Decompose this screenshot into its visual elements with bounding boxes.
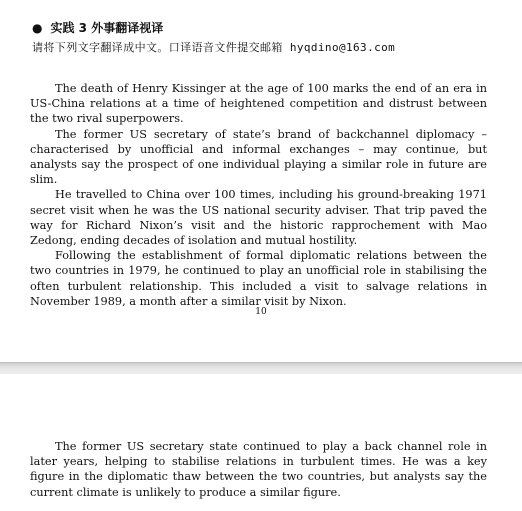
paragraph: The death of Henry Kissinger at the age of 100 marks the end of an era in US-China relations at a time of heightened competition and distrust between the two rival superpowers.	[30, 82, 487, 126]
section-title: 实践 3 外事翻译视译	[50, 21, 164, 35]
bullet-icon: ●	[32, 21, 43, 35]
section-heading	[32, 20, 163, 36]
paragraph: The former US secretary state continued to play a back channel role in later years, helping to stabilise relations in turbulent times. He was a key figure in the diplomatic thaw between the two countries, but analysts say the current climate is unlikely to produce a similar figure.	[30, 440, 487, 499]
page-10-body	[30, 81, 487, 309]
page-number: 10	[255, 307, 267, 317]
paragraph: He travelled to China over 100 times, including his ground-breaking 1971 secret visit when he was the US national security adviser. That trip paved the way for Richard Nixon’s visit and the historic rapprochement with Mao Zedong, ending decades of isolation and mutual hostility.	[30, 188, 487, 248]
paragraph: Following the establishment of formal diplomatic relations between the two countries in 1979, he continued to play an unofficial role in stabilising the often turbulent relationship. This included a visit to salvage relations in November 1989, a month after a similar visit by Nixon.	[30, 249, 487, 308]
paragraph: The former US secretary of state’s brand of backchannel diplomacy – characterised by unofficial and informal exchanges – may continue, but analysts say the prospect of one individual playing a similar role in future are slim.	[30, 127, 487, 187]
instruction-text: 请将下列文字翻译成中文。口译语音文件提交邮箱 hyqdino@163.com	[32, 41, 396, 54]
page-11-body	[30, 439, 487, 500]
